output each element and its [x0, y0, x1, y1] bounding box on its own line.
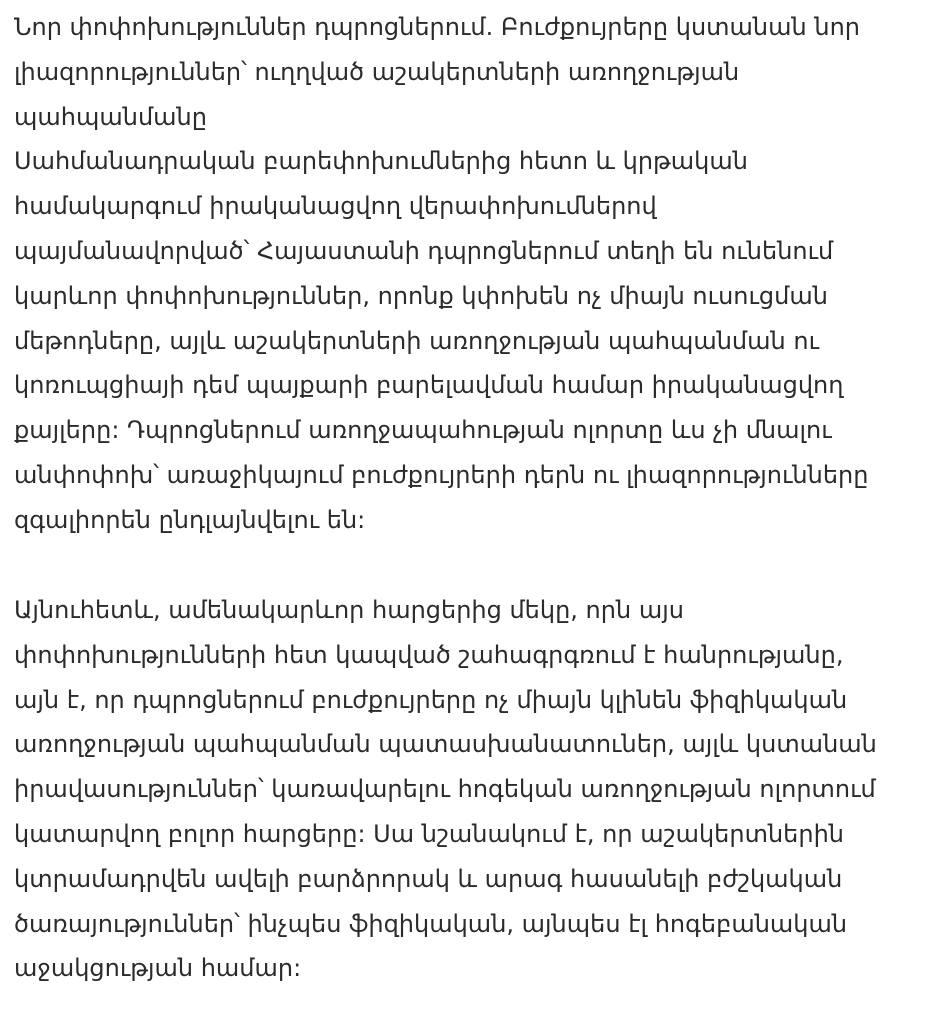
- paragraph-1-line: լիազորություններ՝ ուղղված աշակերտների առողջության: [14, 57, 740, 86]
- paragraph-2-line: այն է, որ դպրոցներում բուժքույրերը ոչ միայն կլինեն ֆիզիկական: [14, 685, 848, 714]
- paragraph-2-line: փոփոխությունների հետ կապված շահագրգռում է հանրությանը,: [14, 640, 844, 669]
- paragraph-2-line: իրավասություններ՝ կառավարելու հոգեկան առողջության ոլորտում: [14, 775, 876, 804]
- paragraph-1-line: պայմանավորված՝ Հայաստանի դպրոցներում տեղի են ունենում: [14, 236, 834, 265]
- paragraph-1-line: կարևոր փոփոխություններ, որոնք կփոխեն ոչ միայն ուսուցման: [14, 281, 828, 310]
- paragraph-1-line: քայլերը: Դպրոցներում առողջապահության ոլորտը ևս չի մնալու: [14, 416, 832, 445]
- paragraph-1-line: պահպանմանը: [14, 102, 207, 131]
- paragraph-1-line: Սահմանադրական բարեփոխումներից հետո և կրթական: [14, 147, 748, 176]
- paragraph-2-line: առողջության պահպանման պատասխանատուներ, այլև կստանան: [14, 730, 877, 759]
- paragraph-2: [14, 588, 919, 991]
- paragraph-1: [14, 5, 919, 543]
- paragraph-2-line: Այնուհետև, ամենակարևոր հարցերից մեկը, որն այս: [14, 596, 684, 624]
- paragraph-2-line: կտրամադրվեն ավելի բարձրորակ և արագ հասանելի բժշկական: [14, 864, 843, 893]
- paragraph-1-line: անփոփոխ՝ առաջիկայում բուժքույրերի դերն ու լիազորությունները: [14, 460, 869, 489]
- paragraph-1-line: զգալիորեն ընդլայնվելու են:: [14, 505, 366, 534]
- paragraph-1-line: համակարգում իրականացվող վերափոխումներով: [14, 192, 657, 221]
- paragraph-1-line: մեթոդները, այլև աշակերտների առողջության պահպանման ու: [14, 326, 819, 355]
- paragraph-2-line: կատարվող բոլոր հարցերը: Սա նշանակում է, որ աշակերտներին: [14, 819, 845, 848]
- paragraph-2-line: աջակցության համար:: [14, 954, 302, 983]
- paragraph-1-line: կոռուպցիայի դեմ պայքարի բարելավման համար իրականացվող: [14, 371, 844, 400]
- paragraph-2-line: ծառայություններ՝ ինչպես ֆիզիկական, այնպես էլ հոգեբանական: [14, 909, 848, 938]
- paragraph-1-line: Նոր փոփոխություններ դպրոցներում. Բուժքույրերը կստանան նոր: [14, 13, 860, 41]
